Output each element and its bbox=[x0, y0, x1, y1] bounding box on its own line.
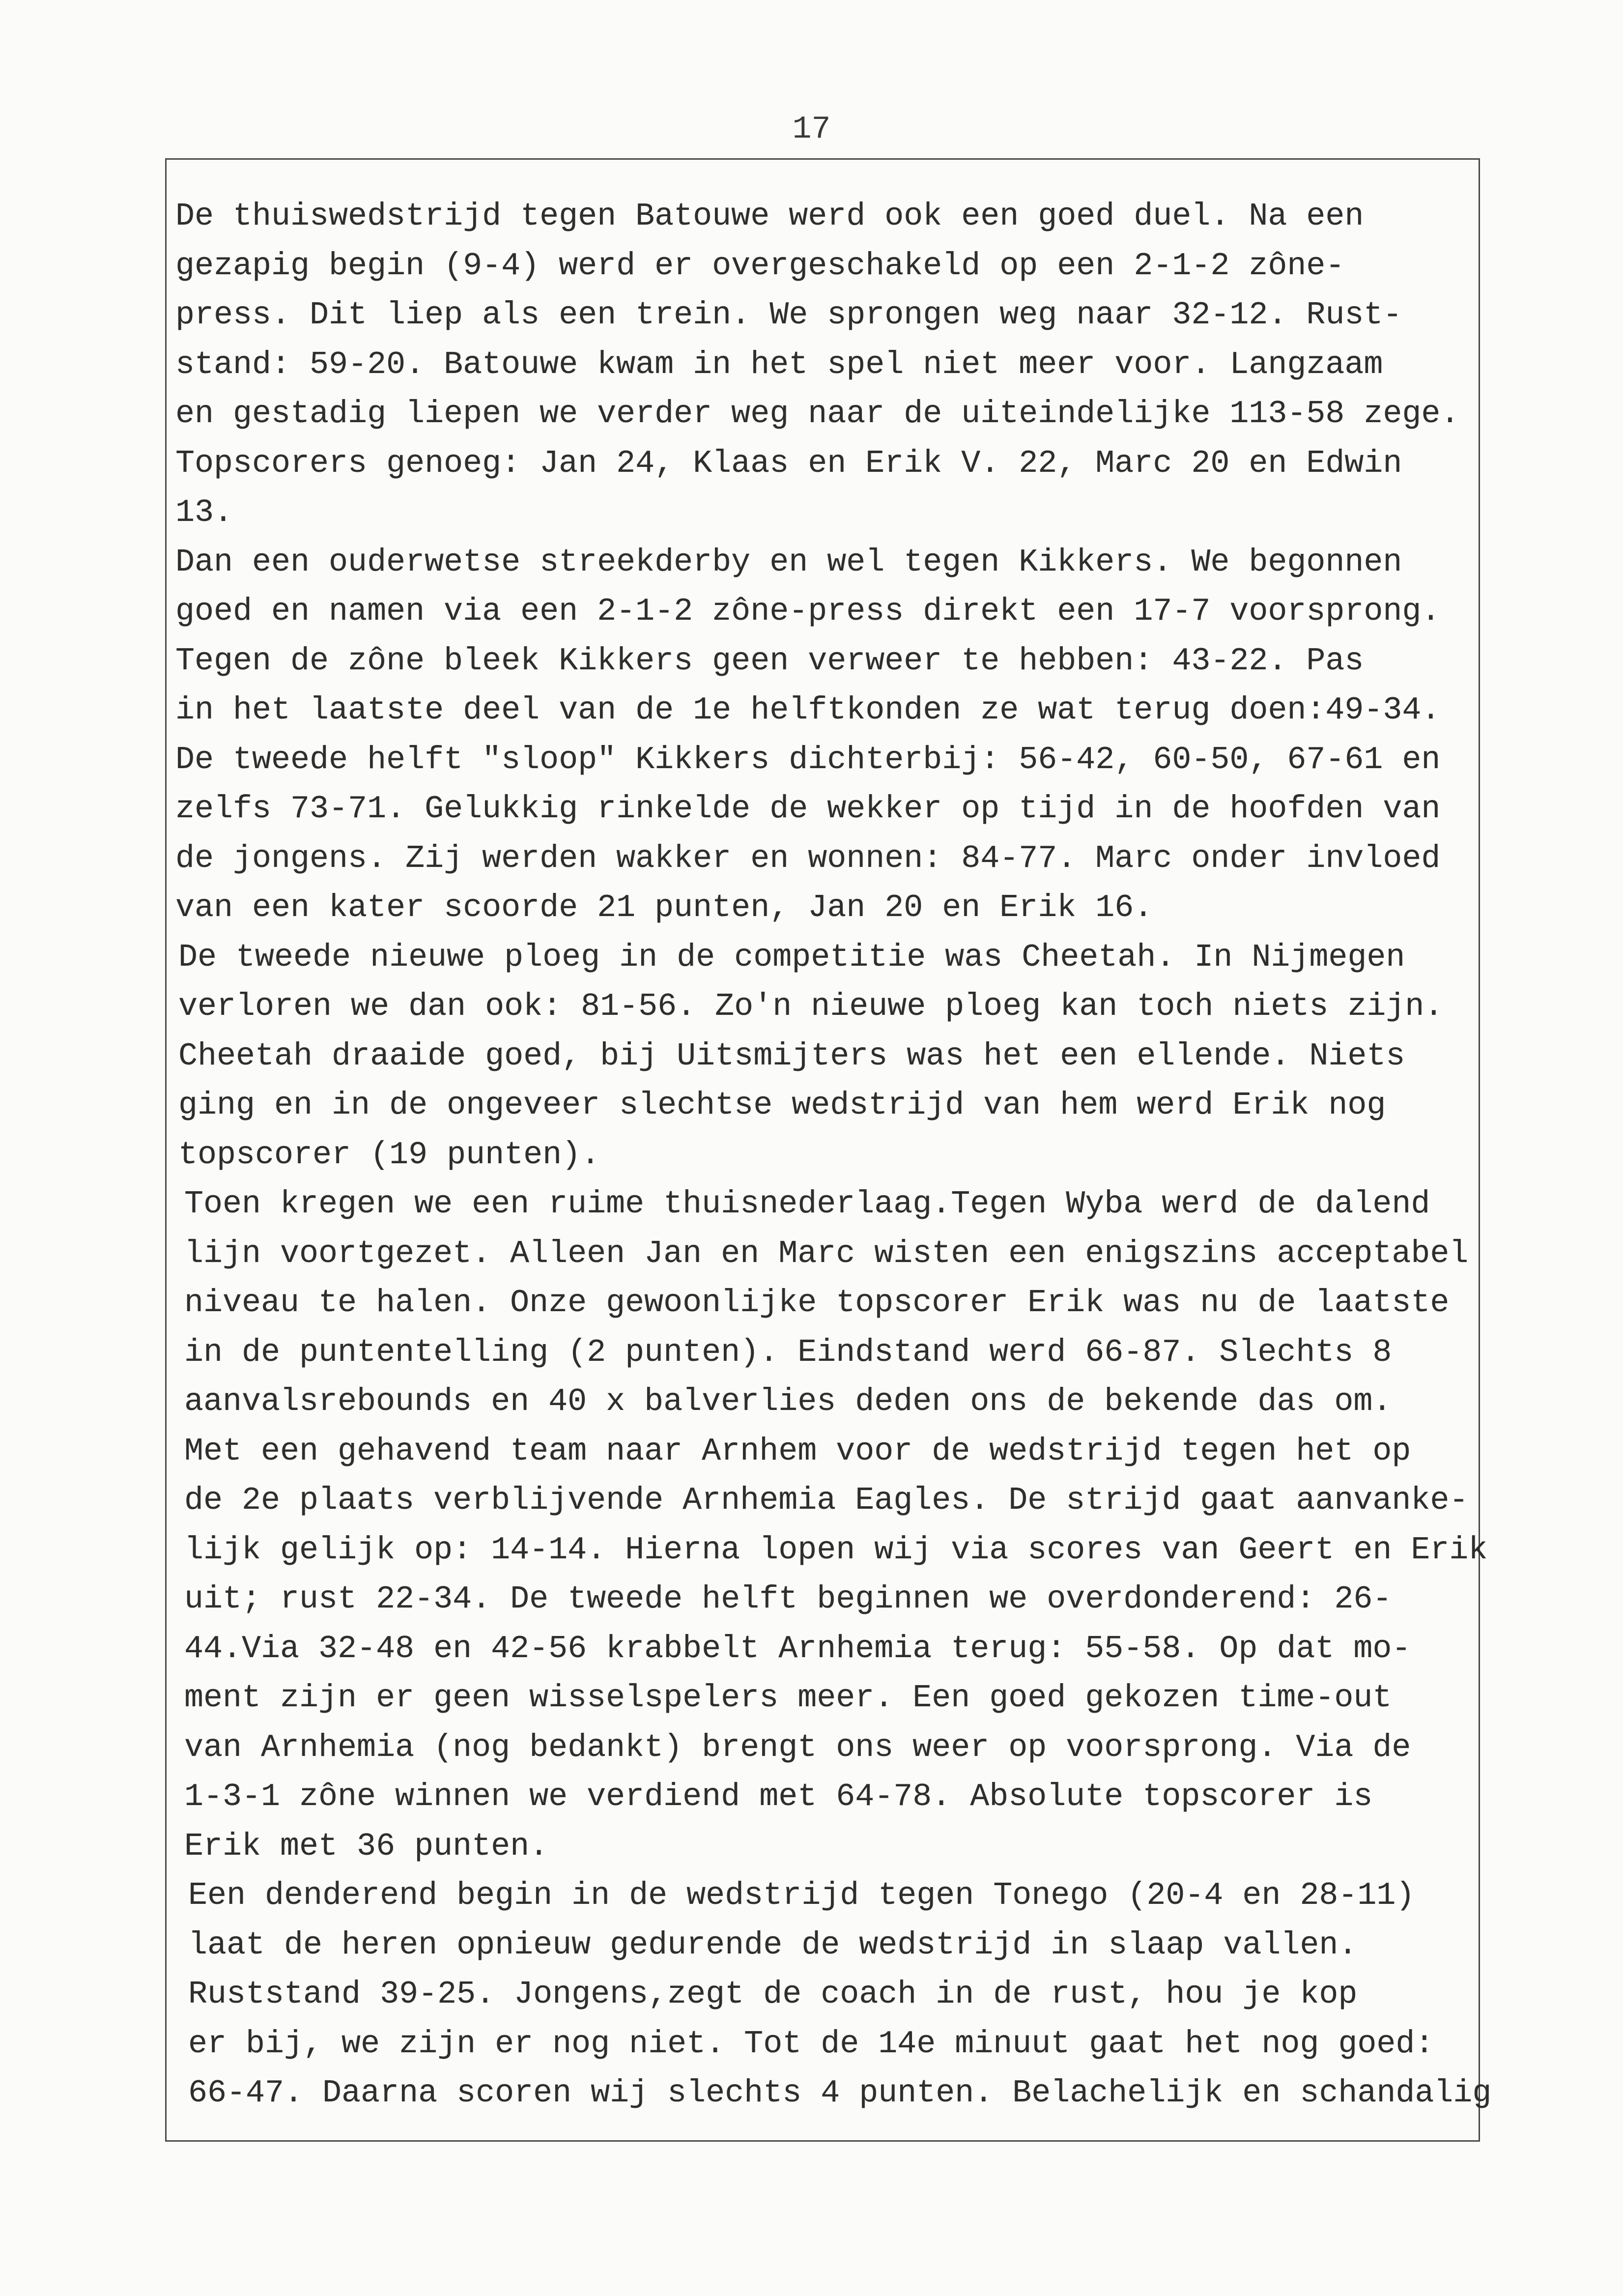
text-line: Toen kregen we een ruime thuisnederlaag.Tegen Wyba werd de dalend bbox=[184, 1186, 1430, 1222]
body-text bbox=[175, 192, 1491, 2118]
text-line: in het laatste deel van de 1e helftkonden ze wat terug doen:49-34. bbox=[175, 692, 1441, 728]
text-line: Cheetah draaide goed, bij Uitsmijters was het een ellende. Niets bbox=[178, 1037, 1405, 1074]
text-line: 13. bbox=[175, 494, 233, 531]
text-line: De thuiswedstrijd tegen Batouwe werd ook een goed duel. Na een bbox=[175, 198, 1364, 234]
text-line: laat de heren opnieuw gedurende de wedstrijd in slaap vallen. bbox=[188, 1926, 1358, 1963]
text-line: press. Dit liep als een trein. We sprongen weg naar 32-12. Rust- bbox=[175, 297, 1402, 333]
text-line: verloren we dan ook: 81-56. Zo'n nieuwe ploeg kan toch niets zijn. bbox=[178, 988, 1444, 1025]
text-line: ment zijn er geen wisselspelers meer. Een goed gekozen time-out bbox=[184, 1680, 1392, 1716]
text-line: ging en in de ongeveer slechtse wedstrijd van hem werd Erik nog bbox=[178, 1087, 1386, 1123]
text-line: 44.Via 32-48 en 42-56 krabbelt Arnhemia terug: 55-58. Op dat mo- bbox=[184, 1630, 1411, 1667]
text-line: 66-47. Daarna scoren wij slechts 4 punten. Belachelijk en schandalig bbox=[188, 2075, 1492, 2111]
text-line: van Arnhemia (nog bedankt) brengt ons weer op voorsprong. Via de bbox=[184, 1729, 1411, 1766]
text-line: lijn voortgezet. Alleen Jan en Marc wisten een enigszins acceptabel bbox=[184, 1235, 1469, 1272]
text-line: Topscorers genoeg: Jan 24, Klaas en Erik V. 22, Marc 20 en Edwin bbox=[175, 445, 1402, 482]
text-line: en gestadig liepen we verder weg naar de uiteindelijke 113-58 zege. bbox=[175, 396, 1460, 432]
text-line: 1-3-1 zône winnen we verdiend met 64-78. Absolute topscorer is bbox=[184, 1779, 1373, 1815]
text-line: de jongens. Zij werden wakker en wonnen: 84-77. Marc onder invloed bbox=[175, 840, 1441, 877]
text-line: van een kater scoorde 21 punten, Jan 20 en Erik 16. bbox=[175, 890, 1153, 926]
text-line: gezapig begin (9-4) werd er overgeschakeld op een 2-1-2 zône- bbox=[175, 247, 1345, 284]
text-line: De tweede helft "sloop" Kikkers dichterbij: 56-42, 60-50, 67-61 en bbox=[175, 741, 1441, 778]
text-line: Erik met 36 punten. bbox=[184, 1828, 549, 1865]
text-line: in de puntentelling (2 punten). Eindstand werd 66-87. Slechts 8 bbox=[184, 1334, 1392, 1371]
text-line: stand: 59-20. Batouwe kwam in het spel niet meer voor. Langzaam bbox=[175, 346, 1383, 383]
text-line: Met een gehavend team naar Arnhem voor de wedstrijd tegen het op bbox=[184, 1433, 1411, 1469]
text-line: Ruststand 39-25. Jongens,zegt de coach in de rust, hou je kop bbox=[188, 1976, 1358, 2012]
text-line: er bij, we zijn er nog niet. Tot de 14e minuut gaat het nog goed: bbox=[188, 2025, 1434, 2062]
text-line: zelfs 73-71. Gelukkig rinkelde de wekker op tijd in de hoofden van bbox=[175, 791, 1441, 827]
text-line: Tegen de zône bleek Kikkers geen verweer te hebben: 43-22. Pas bbox=[175, 642, 1364, 679]
text-line: niveau te halen. Onze gewoonlijke topscorer Erik was nu de laatste bbox=[184, 1285, 1450, 1321]
page-number: 17 bbox=[792, 111, 831, 147]
text-line: aanvalsrebounds en 40 x balverlies deden ons de bekende das om. bbox=[184, 1383, 1392, 1420]
text-line: lijk gelijk op: 14-14. Hierna lopen wij via scores van Geert en Erik bbox=[184, 1531, 1488, 1568]
text-line: de 2e plaats verblijvende Arnhemia Eagles. De strijd gaat aanvanke- bbox=[184, 1482, 1469, 1519]
text-line: goed en namen via een 2-1-2 zône-press direkt een 17-7 voorsprong. bbox=[175, 593, 1441, 630]
text-line: topscorer (19 punten). bbox=[178, 1136, 600, 1173]
text-line: Dan een ouderwetse streekderby en wel tegen Kikkers. We begonnen bbox=[175, 544, 1402, 580]
text-line: De tweede nieuwe ploeg in de competitie was Cheetah. In Nijmegen bbox=[178, 939, 1405, 976]
text-line: uit; rust 22-34. De tweede helft beginnen we overdonderend: 26- bbox=[184, 1581, 1392, 1617]
text-line: Een denderend begin in de wedstrijd tegen Tonego (20-4 en 28-11) bbox=[188, 1877, 1415, 1914]
